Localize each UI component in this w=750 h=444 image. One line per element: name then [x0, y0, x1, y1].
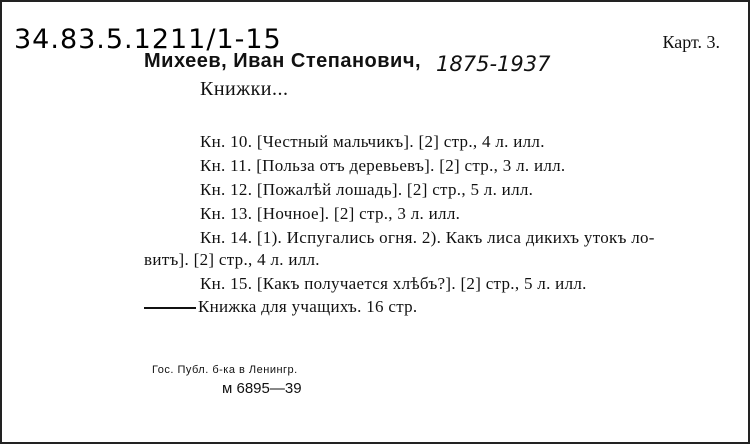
card-number: Карт. 3.	[662, 32, 720, 52]
entry-book-15: Кн. 15. [Какъ получается хлѣбъ?]. [2] стр., 5 л. илл.	[200, 274, 587, 293]
author-name: Михеев, Иван Степанович,	[144, 50, 422, 72]
stamp-number: м 6895—39	[222, 380, 302, 397]
entry-book-11: Кн. 11. [Польза отъ деревьевъ]. [2] стр., 3 л. илл.	[200, 156, 566, 175]
entry-book-12: Кн. 12. [Пожалѣй лошадь]. [2] стр., 5 л. илл.	[200, 180, 534, 199]
entry-book-10: Кн. 10. [Честный мальчикъ]. [2] стр., 4 л. илл.	[200, 132, 545, 151]
entry-book-13: Кн. 13. [Ночное]. [2] стр., 3 л. илл.	[200, 204, 461, 223]
series-title: Книжки...	[200, 78, 289, 100]
entry-teacher-book-text: Книжка для учащихъ. 16 стр.	[198, 297, 418, 316]
entry-book-14-continued: витъ]. [2] стр., 4 л. илл.	[144, 250, 320, 269]
library-stamp: Гос. Публ. б-ка в Ленингр.	[152, 364, 298, 376]
repeat-dash	[144, 307, 196, 309]
entry-book-14: Кн. 14. [1). Испугались огня. 2). Какъ лиса дикихъ утокъ ло-	[200, 228, 655, 247]
shelf-mark: 34.83.5.1211/1-15	[14, 24, 282, 55]
author-dates: 1875-1937	[436, 52, 551, 76]
entry-teacher-book	[144, 297, 418, 317]
